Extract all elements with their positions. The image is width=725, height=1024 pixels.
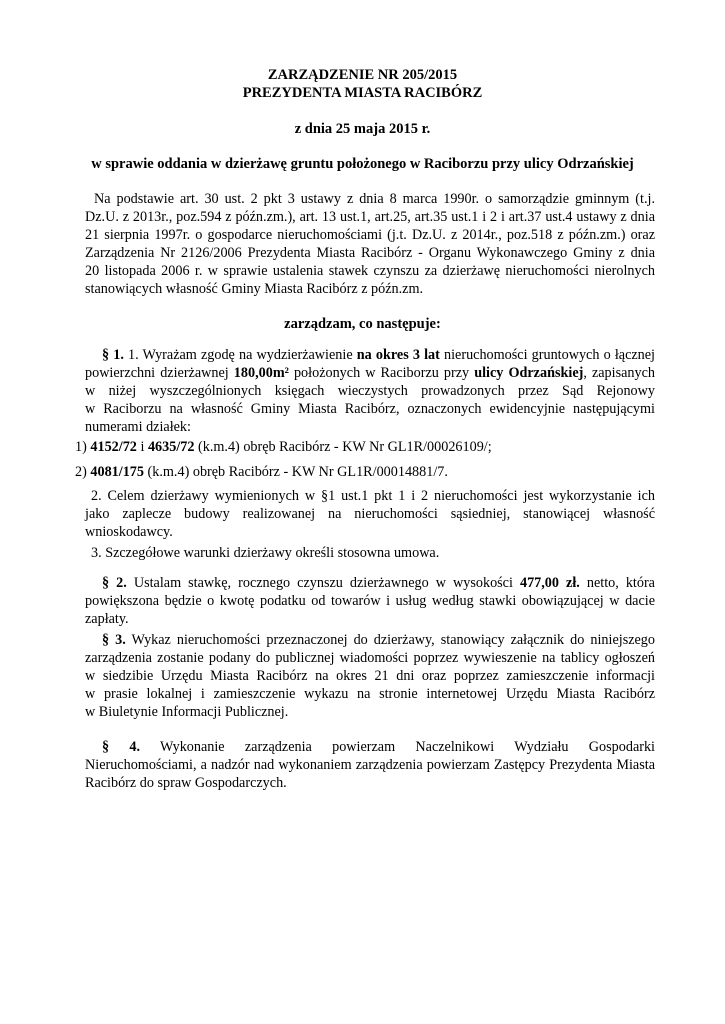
section-1-label: § 1. bbox=[102, 347, 124, 363]
preamble-line: Na podstawie art. 30 ust. 2 pkt 3 ustawy z dnia 8 marca 1990r. o samorządzie gminnym (t.j. bbox=[94, 191, 655, 207]
document-title-line1: ZARZĄDZENIE NR 205/2015 bbox=[267, 67, 458, 83]
parcel-item-2: 2) 4081/175 (k.m.4) obręb Racibórz - KW Nr GL1R/00014881/7. bbox=[75, 464, 448, 480]
section-1-paragraph-3: 3. Szczegółowe warunki dzierżawy określi stosowna umowa. bbox=[91, 545, 440, 561]
section-4: § 4. Wykonanie zarządzenia powierzam Naczelnikowi Wydziału Gospodarki Nieruchomościami, a nadzór nad wykonaniem zarządzenia powierzam Zastępcy Prezydenta Miasta Racibórz do spraw Gospodarczych. bbox=[85, 739, 656, 791]
section-1-paragraph-1: § 1. 1. Wyrażam zgodę na wydzierżawienie na okres 3 lat nieruchomości gruntowych o łącznej powierzchni dzierżawnej 180,00m² położonych w Raciborzu przy ulicy Odrzańskiej, zapisanych w niżej wyszczególnionych księgach wieczystych prowadzonych przez Sąd Rejonowy w Raciborzu na własność Gminy Miasta Racibórz, oznaczonych ewidencyjnie następującymi numerami działek: bbox=[85, 347, 655, 435]
section-2-label: § 2. bbox=[102, 575, 127, 591]
document-title-line2: PREZYDENTA MIASTA RACIBÓRZ bbox=[242, 85, 483, 101]
section-1-paragraph-2: 2. Celem dzierżawy wymienionych w §1 ust.1 pkt 1 i 2 nieruchomości jest wykorzystanie ich jako zaplecze budowy realizowanej na nieruchomości sąsiedniej, stanowiącej własność wnioskodawcy. bbox=[85, 488, 655, 540]
parcel-item-1: 1) 4152/72 i 4635/72 (k.m.4) obręb Racibórz - KW Nr GL1R/00026109/; bbox=[75, 439, 492, 455]
preamble-line: Zarządzenia Nr 2126/2006 Prezydenta Miasta Racibórz - Organu Wykonawczego Gminy z dnia bbox=[85, 245, 655, 261]
document-date: z dnia 25 maja 2015 r. bbox=[294, 121, 431, 137]
section-2: § 2. Ustalam stawkę, rocznego czynszu dzierżawnego w wysokości 477,00 zł. netto, która powiększona będzie o kwotę podatku od towarów i usług według stawki obowiązującej w dacie zapłaty. bbox=[85, 575, 655, 627]
section-4-label: § 4. bbox=[102, 739, 141, 755]
section-3-label: § 3. bbox=[102, 632, 126, 648]
preamble-line: 20 listopada 2006 r. w sprawie ustalenia stawek czynszu za dzierżawę nieruchomości nierolnych bbox=[85, 263, 655, 279]
preamble-line: stanowiących własność Gminy Miasta Racibórz z późn.zm. bbox=[85, 281, 424, 297]
preamble-line: Dz.U. z 2013r., poz.594 z późn.zm.), art. 13 ust.1, art.25, art.35 ust.1 i 2 i art.37 ust.4 ustawy z dnia bbox=[85, 209, 655, 225]
preamble bbox=[85, 190, 655, 298]
section-3: § 3. Wykaz nieruchomości przeznaczonej do dzierżawy, stanowiący załącznik do niniejszego zarządzenia zostanie podany do publicznej wiadomości poprzez wywieszenie na tablicy ogłoszeń w siedzibie Urzędu Miasta Racibórz na okres 21 dni oraz poprzez zamieszczenie informacji w prasie lokalnej i zamieszczenie wykazu na stronie internetowej Urzędu Miasta Racibórz w Biuletynie Informacji Publicznej. bbox=[85, 632, 655, 720]
document-subject: w sprawie oddania w dzierżawę gruntu położonego w Raciborzu przy ulicy Odrzańskiej bbox=[91, 156, 634, 172]
decree-heading: zarządzam, co następuje: bbox=[284, 316, 441, 332]
preamble-line: 21 sierpnia 1997r. o gospodarce nieruchomościami (j.t. Dz.U. z 2014r., poz.518 z późn.zm.) oraz bbox=[85, 227, 655, 243]
